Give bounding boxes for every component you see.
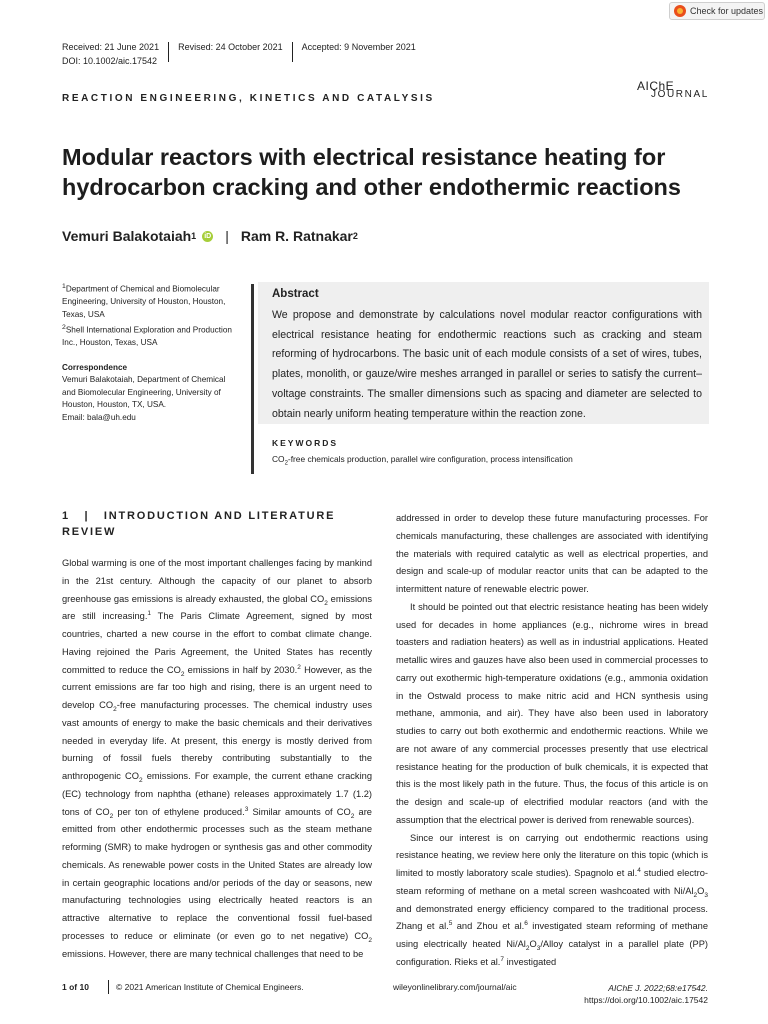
paragraph: Since our interest is on carrying out endothermic reactions using resistance heating, we review here only the literature on this topic (which is limited to mostly laboratory scale studies). Spagnolo et al.$^4$ studied electro-steam reforming of methane on a metal screen washcoated with $Ni/Al_2O_3$ and demonstrated energy efficiency compared to the traditional process. Zhang et al.$^5$ and Zhou et al.$^6$ investigated steam reforming of methane using electrically heated $Ni/Al_2O_3$/Alloy catalyst in a parallel plate (PP) configuration. Rieks et al.$^7$ investigated <box>396 832 709 967</box>
check-for-updates-label: Check for updates <box>690 6 764 16</box>
reference-link[interactable]: 3 <box>244 805 249 813</box>
journal-website-link[interactable]: wileyonlinelibrary.com/journal/aic <box>393 982 517 992</box>
footer-divider <box>108 980 109 994</box>
keywords-title: KEYWORDS <box>272 438 339 448</box>
affiliation-1-number: 1 <box>62 283 66 290</box>
crossmark-icon <box>674 5 686 17</box>
reference-link[interactable]: 5 <box>448 920 453 928</box>
article-title <box>62 142 702 202</box>
abstract-title: Abstract <box>272 288 319 300</box>
section-heading-line: REVIEW <box>62 526 117 538</box>
reference-link[interactable]: 2 <box>297 663 301 671</box>
author-1-affiliation: 1 <box>191 231 197 241</box>
journal-logo-top: AIChE <box>637 79 675 93</box>
reference-link[interactable]: 4 <box>637 866 641 874</box>
date-divider <box>292 42 293 62</box>
citation-doi-link[interactable]: https://doi.org/10.1002/aic.17542 <box>584 995 708 1005</box>
paragraph: addressed in order to develop these future manufacturing processes. For chemicals manufacturing, these challenges are associated with identifying the materials with required catalytic as well as electrical properties, and design and scale-up of modular reactor units that can be adapted to the intermittent nature of renewable electric power. <box>396 513 708 594</box>
affiliation-1 <box>62 281 242 321</box>
author-2-affiliation: 2 <box>352 231 358 241</box>
copyright: © 2021 American Institute of Chemical Engineers. <box>116 982 304 992</box>
keywords-part: -free chemicals production, parallel wire configuration, process intensification <box>287 454 573 464</box>
keywords-part: CO <box>272 454 285 464</box>
paragraph: It should be pointed out that electric resistance heating has been widely used for decades in home appliances (e.g., nichrome wires in bread toasters and radiation heaters) as well as in industrial applications. Heated metallic wires and gauzes have also been used in commercial processes to carry out exothermic high-temperature oxidations (e.g., ammonia oxidation in the Ostwald process to make nitric acid and HCN synthesis using methane, ammonia, and air). They have also been used in laboratory studies to carry out both exothermic and endothermic reactions. While we are not aware of any commercial processes presently that use electrical resistance heating for the production of bulk chemicals, it is expected that this is the most likely path in the future. Thus, the focus of this article is on the design and scale-up of electrified modular reactors (and with the assumption that the electrical power is derived from renewable sources). <box>396 601 708 825</box>
article-dates <box>62 37 416 57</box>
citation-line: AIChE J. 2022;68:e17542. <box>608 983 708 993</box>
reference-link[interactable]: 1 <box>147 610 152 618</box>
journal-logo <box>637 79 711 103</box>
keywords-subscript: 2 <box>284 460 288 467</box>
section-heading-introduction <box>62 508 362 540</box>
author-2[interactable]: Ram R. Ratnakar <box>240 228 353 244</box>
correspondence-line: and Biomolecular Engineering, University of <box>62 387 221 397</box>
citation <box>584 982 708 1006</box>
affiliation-2-text: Shell International Exploration and Production Inc., Houston, Texas, USA <box>62 325 232 348</box>
received-date: Received: 21 June 2021 <box>62 42 160 52</box>
affiliation-2-number: 2 <box>62 324 66 331</box>
abstract-text: We propose and demonstrate by calculations novel modular reactor configurations with electrical resistance heating for endothermic reactions such as cracking and steam reforming of hydrocarbons. The basic unit of each module consists of a set of wires, tubes, plates, monolith, or gauze/wire meshes arranged in parallel or series to satisfy the current–voltage constraints. The smaller dimensions such as spacing and diameter are selected to obtain nearly uniform heating temperature within the reaction zone. <box>272 309 702 420</box>
title-line-1: Modular reactors with electrical resistance heating for <box>62 144 666 170</box>
paragraph: Global warming is one of the most important challenges facing by mankind in the 21st century. Although the capacity of our planet to absorb greenhouse gas emissions is already exhausted, the global $CO_2$ emissions are still increasing.$^1$ The Paris Climate Agreement, signed by most countries, charted a new course in the effort to combat climate change. Having rejoined the Paris Agreement, the United States has recently committed to reduce the $CO_2$ emissions in half by 2030.$^2$ However, as the current emissions are far too high and rising, there is an urgent need to develop $CO_2$-free manufacturing processes. The chemical industry uses vast amounts of energy to make the basic chemicals and their derivatives needed in everyday life. At present, this energy is mostly derived from burning of fossil fuels thereby contributing substantially to the anthropogenic $CO_2$ emissions. For example, the current ethane cracking (EC) technology from naphtha (ethane) releases approximately 1.7 (1.2) tons of $CO_2$ per ton of ethylene produced.$^3$ Similar amounts of $CO_2$ are emitted from other endothermic processes such as the steam methane reforming (SMR) to make hydrogen or synthesis gas and other commodity chemicals. As renewable power costs in the United States are already low in certain geographic locations and/or periods of the day or seasons, new manufacturing technologies using electrically heated reactors is an attractive alternative to replace the conventional fossil fuel-based processes to reduce or eliminate (or even go to net negative) $CO_2$ emissions. However, there are many technical challenges that need to be <box>62 558 373 959</box>
affiliation-1-text: Department of Chemical and Biomolecular Engineering, University of Houston, Houston, Texas, USA <box>62 284 226 319</box>
section-heading-line: 1 | INTRODUCTION AND LITERATURE <box>62 510 336 522</box>
accepted-date: Accepted: 9 November 2021 <box>301 42 416 52</box>
correspondence-email[interactable]: Email: bala@uh.edu <box>62 412 136 422</box>
correspondence <box>62 362 242 424</box>
journal-logo-bottom: JOURNAL <box>651 89 709 100</box>
correspondence-line: Vemuri Balakotaiah, Department of Chemical <box>62 375 226 385</box>
author-separator: | <box>225 228 229 244</box>
affiliation-2 <box>62 322 242 350</box>
abstract-rule <box>251 284 254 474</box>
doi-link[interactable]: DOI: 10.1002/aic.17542 <box>62 56 158 66</box>
revised-date: Revised: 24 October 2021 <box>178 42 283 52</box>
orcid-icon[interactable]: iD <box>204 232 212 240</box>
section-label: REACTION ENGINEERING, KINETICS AND CATALYSIS <box>62 93 435 104</box>
correspondence-title: Correspondence <box>62 363 128 372</box>
reference-link[interactable]: 6 <box>524 920 528 928</box>
page-number: 1 of 10 <box>62 982 89 992</box>
author-list <box>62 228 358 244</box>
correspondence-line: Houston, Houston, TX, USA. <box>62 400 167 410</box>
title-line-2: hydrocarbon cracking and other endothermic reactions <box>62 174 681 200</box>
body-column-right <box>396 510 708 972</box>
check-for-updates-button[interactable] <box>669 2 765 20</box>
author-1[interactable]: Vemuri Balakotaiah <box>62 228 192 244</box>
reference-link[interactable]: 7 <box>500 955 505 963</box>
body-column-left <box>62 555 372 963</box>
date-divider <box>168 42 169 62</box>
keywords-text <box>272 454 573 467</box>
